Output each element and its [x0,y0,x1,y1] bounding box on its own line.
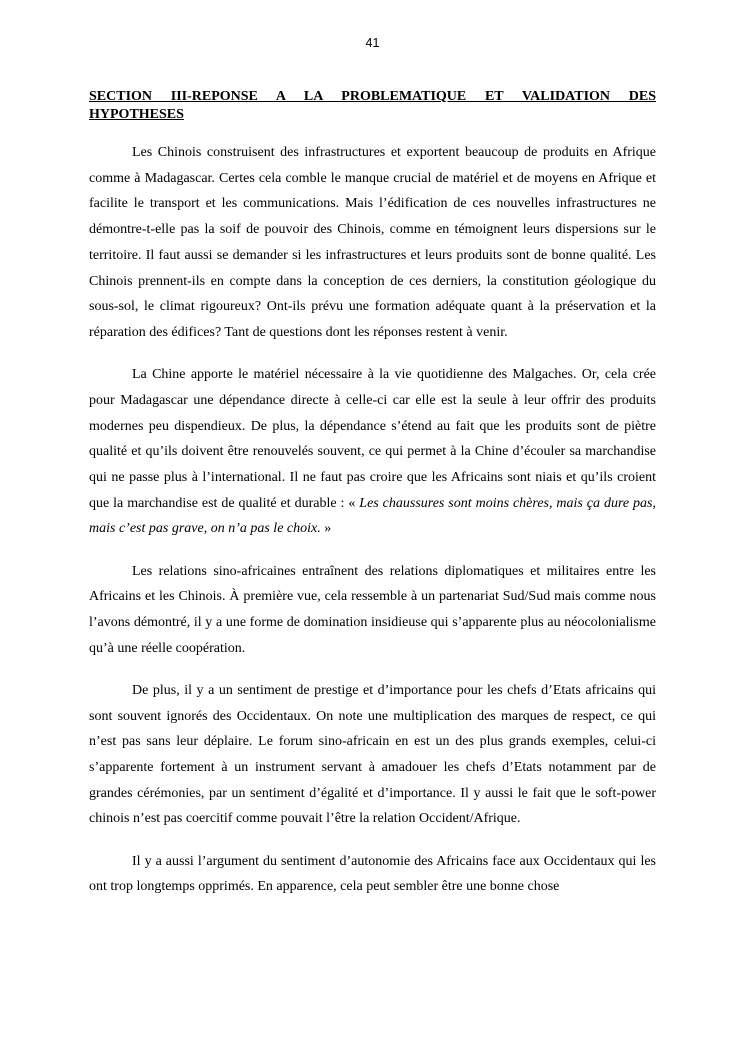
section-title [89,88,656,123]
paragraph-3: Les relations sino-africaines entraînent des relations diplomatiques et militaires entre les Africains et les Chinois. À première vue, cela ressemble à un partenariat Sud/Sud mais comme nous l’avons démontré, il y a une forme de domination insidieuse qui s’apparente plus au néocolonialisme qu’à une réelle coopération. [89,563,656,656]
paragraph-2 [89,362,656,542]
body-text [89,140,656,916]
paragraph-2-quote: Les chaussures sont moins chères, mais ça dure pas, mais c’est pas grave, on n’a pas le choix. [89,495,656,537]
paragraph-1: Les Chinois construisent des infrastructures et exportent beaucoup de produits en Afrique comme à Madagascar. Certes cela comble le manque crucial de matériel et de moyens en Afrique et facilite le transport et les communications. Mais l’édification de ces nouvelles infrastructures ne démontre-t-elle pas la soif de pouvoir des Chinois, comme en témoignent leurs dispersions sur le territoire. Il faut aussi se demander si les infrastructures et leurs produits sont de bonne qualité. Les Chinois prennent-ils en compte dans la conception de ces derniers, la constitution géologique du sous-sol, le climat rigoureux? Ont-ils prévu une formation adéquate quant à la préservation et la réparation des édifices? Tant de questions dont les réponses restent à venir. [89,145,656,340]
paragraph-4: De plus, il y a un sentiment de prestige et d’importance pour les chefs d’Etats africains qui sont souvent ignorés des Occidentaux. On note une multiplication des marques de respect, ce qui n’est pas sans leur déplaire. Le forum sino-africain en est un des plus grands exemples, celui-ci s’apparente fortement à un instrument servant à amadouer les chefs d’Etats notamment par de grandes cérémonies, par un sentiment d’égalité et d’importance. Il y aussi le fait que le soft-power chinois n’est pas coercitif comme pouvait l’être la relation Occident/Afrique. [89,682,656,827]
paragraph-2-closing: » [320,521,332,537]
page-number: 41 [365,36,380,50]
paragraph-2-text: La Chine apporte le matériel nécessaire à la vie quotidienne des Malgaches. Or, cela crée pour Madagascar une dépendance directe à celle-ci car elle est la seule à leur offrir des produits modernes peu dispendieux. De plus, la dépendance s’étend au fait que les produits sont de piètre qualité et qu’ils doivent être renouvelés souvent, ce qui permet à la Chine d’écouler sa marchandise qui ne passe plus à l’international. Il ne faut pas croire que les Africains sont niais et qu’ils croient que la marchandise est de qualité et durable : « [89,367,656,511]
section-title-line-2: HYPOTHESES [89,106,184,122]
section-title-line-1: SECTION III-REPONSE A LA PROBLEMATIQUE ET VALIDATION DES [89,89,656,104]
paragraph-5: Il y a aussi l’argument du sentiment d’autonomie des Africains face aux Occidentaux qui les ont trop longtemps opprimés. En apparence, cela peut sembler être une bonne chose [89,853,656,895]
